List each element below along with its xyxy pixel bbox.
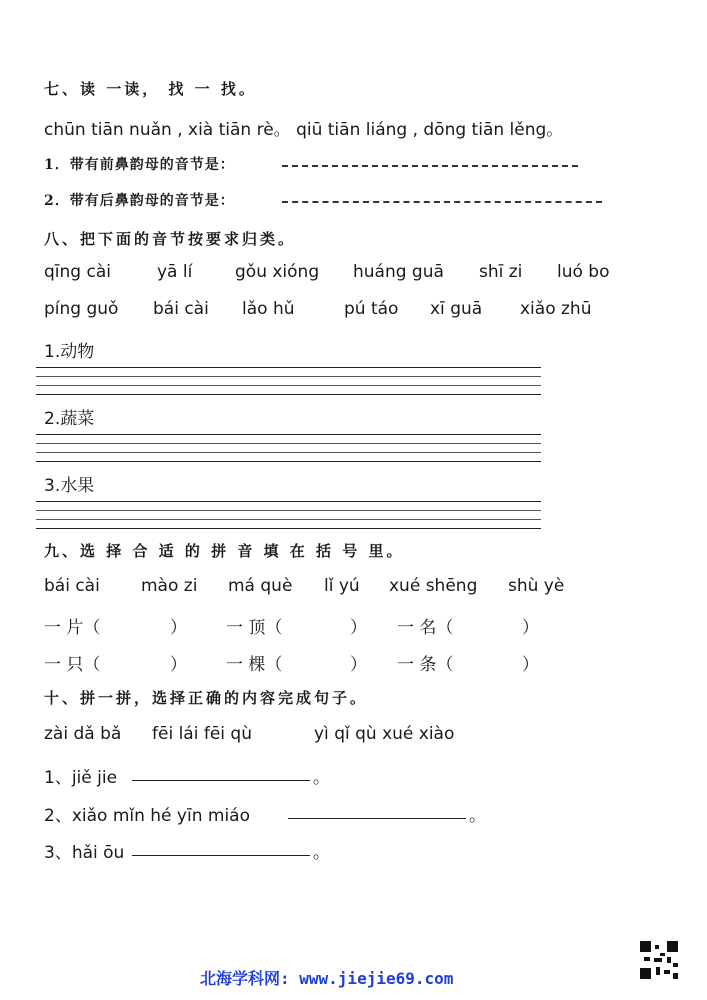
sentence-3-blank[interactable] [132, 855, 310, 856]
word-option: mào zi [141, 576, 198, 596]
q2-answer-line[interactable] [282, 201, 602, 203]
sentence-2-end: 。 [469, 806, 486, 826]
syllable: xiǎo zhū [520, 299, 592, 319]
sentence-3: 3、hǎi ōu [44, 843, 125, 863]
syllable: qīng cài [44, 262, 111, 282]
phrase-option: zài dǎ bǎ [44, 724, 122, 744]
phrase-option: fēi lái fēi qù [152, 724, 252, 744]
section7-q1: 1．带有前鼻韵母的音节是： [44, 157, 235, 173]
footer-link[interactable]: 北海学科网: www.jiejie69.com [200, 969, 454, 988]
fill-measure: 一 片（ [44, 618, 101, 638]
sentence-1: 1、jiě jie [44, 768, 118, 788]
fill-measure: 一 顶（ [226, 618, 283, 638]
word-option: shù yè [508, 576, 565, 596]
section8-title: 八、把下面的音节按要求归类。 [44, 230, 297, 248]
phrase-option: yì qǐ qù xué xiào [314, 724, 455, 744]
syllable: luó bo [557, 262, 610, 282]
fill-measure: 一 名（ [397, 618, 454, 638]
word-option: má què [228, 576, 293, 596]
category-fruits: 3.水果 [44, 476, 95, 496]
sentence-2-blank[interactable] [288, 818, 466, 819]
syllable: huáng guā [353, 262, 444, 282]
word-option: bái cài [44, 576, 100, 596]
paren-close: ） [170, 618, 187, 638]
paren-close: ） [522, 618, 539, 638]
sentence-3-end: 。 [313, 843, 330, 863]
syllable: pú táo [344, 299, 399, 319]
section7-title: 七、读 一读， 找 一 找。 [44, 80, 257, 98]
syllable: xī guā [430, 299, 483, 319]
sentence-1-blank[interactable] [132, 780, 310, 781]
paren-close: ） [350, 618, 367, 638]
category-vegetables: 2.蔬菜 [44, 409, 95, 429]
paren-close: ） [522, 655, 539, 675]
section7-pinyin: chūn tiān nuǎn , xià tiān rè。 qiū tiān liáng , dōng tiān lěng。 [44, 120, 564, 140]
fill-measure: 一 只（ [44, 655, 101, 675]
q1-answer-line[interactable] [282, 165, 578, 167]
fill-measure: 一 条（ [397, 655, 454, 675]
category-animals: 1.动物 [44, 342, 95, 362]
word-option: lǐ yú [324, 576, 360, 596]
section10-title: 十、拼一拼，选择正确的内容完成句子。 [44, 689, 369, 707]
fill-measure: 一 棵（ [226, 655, 283, 675]
syllable: píng guǒ [44, 299, 119, 319]
section9-title: 九、选 择 合 适 的 拼 音 填 在 括 号 里。 [44, 542, 405, 560]
syllable: bái cài [153, 299, 209, 319]
pinyin-writing-lines[interactable] [36, 367, 541, 395]
pinyin-writing-lines[interactable] [36, 501, 541, 529]
paren-close: ） [170, 655, 187, 675]
sentence-2: 2、xiǎo mǐn hé yīn miáo [44, 806, 250, 826]
syllable: yā lí [157, 262, 193, 282]
pinyin-writing-lines[interactable] [36, 434, 541, 462]
syllable: shī zi [479, 262, 523, 282]
paren-close: ） [350, 655, 367, 675]
section7-q2: 2．带有后鼻韵母的音节是： [44, 193, 235, 209]
sentence-1-end: 。 [313, 768, 330, 788]
qr-code-icon [640, 941, 678, 979]
syllable: lǎo hǔ [242, 299, 295, 319]
syllable: gǒu xióng [235, 262, 320, 282]
word-option: xué shēng [389, 576, 478, 596]
